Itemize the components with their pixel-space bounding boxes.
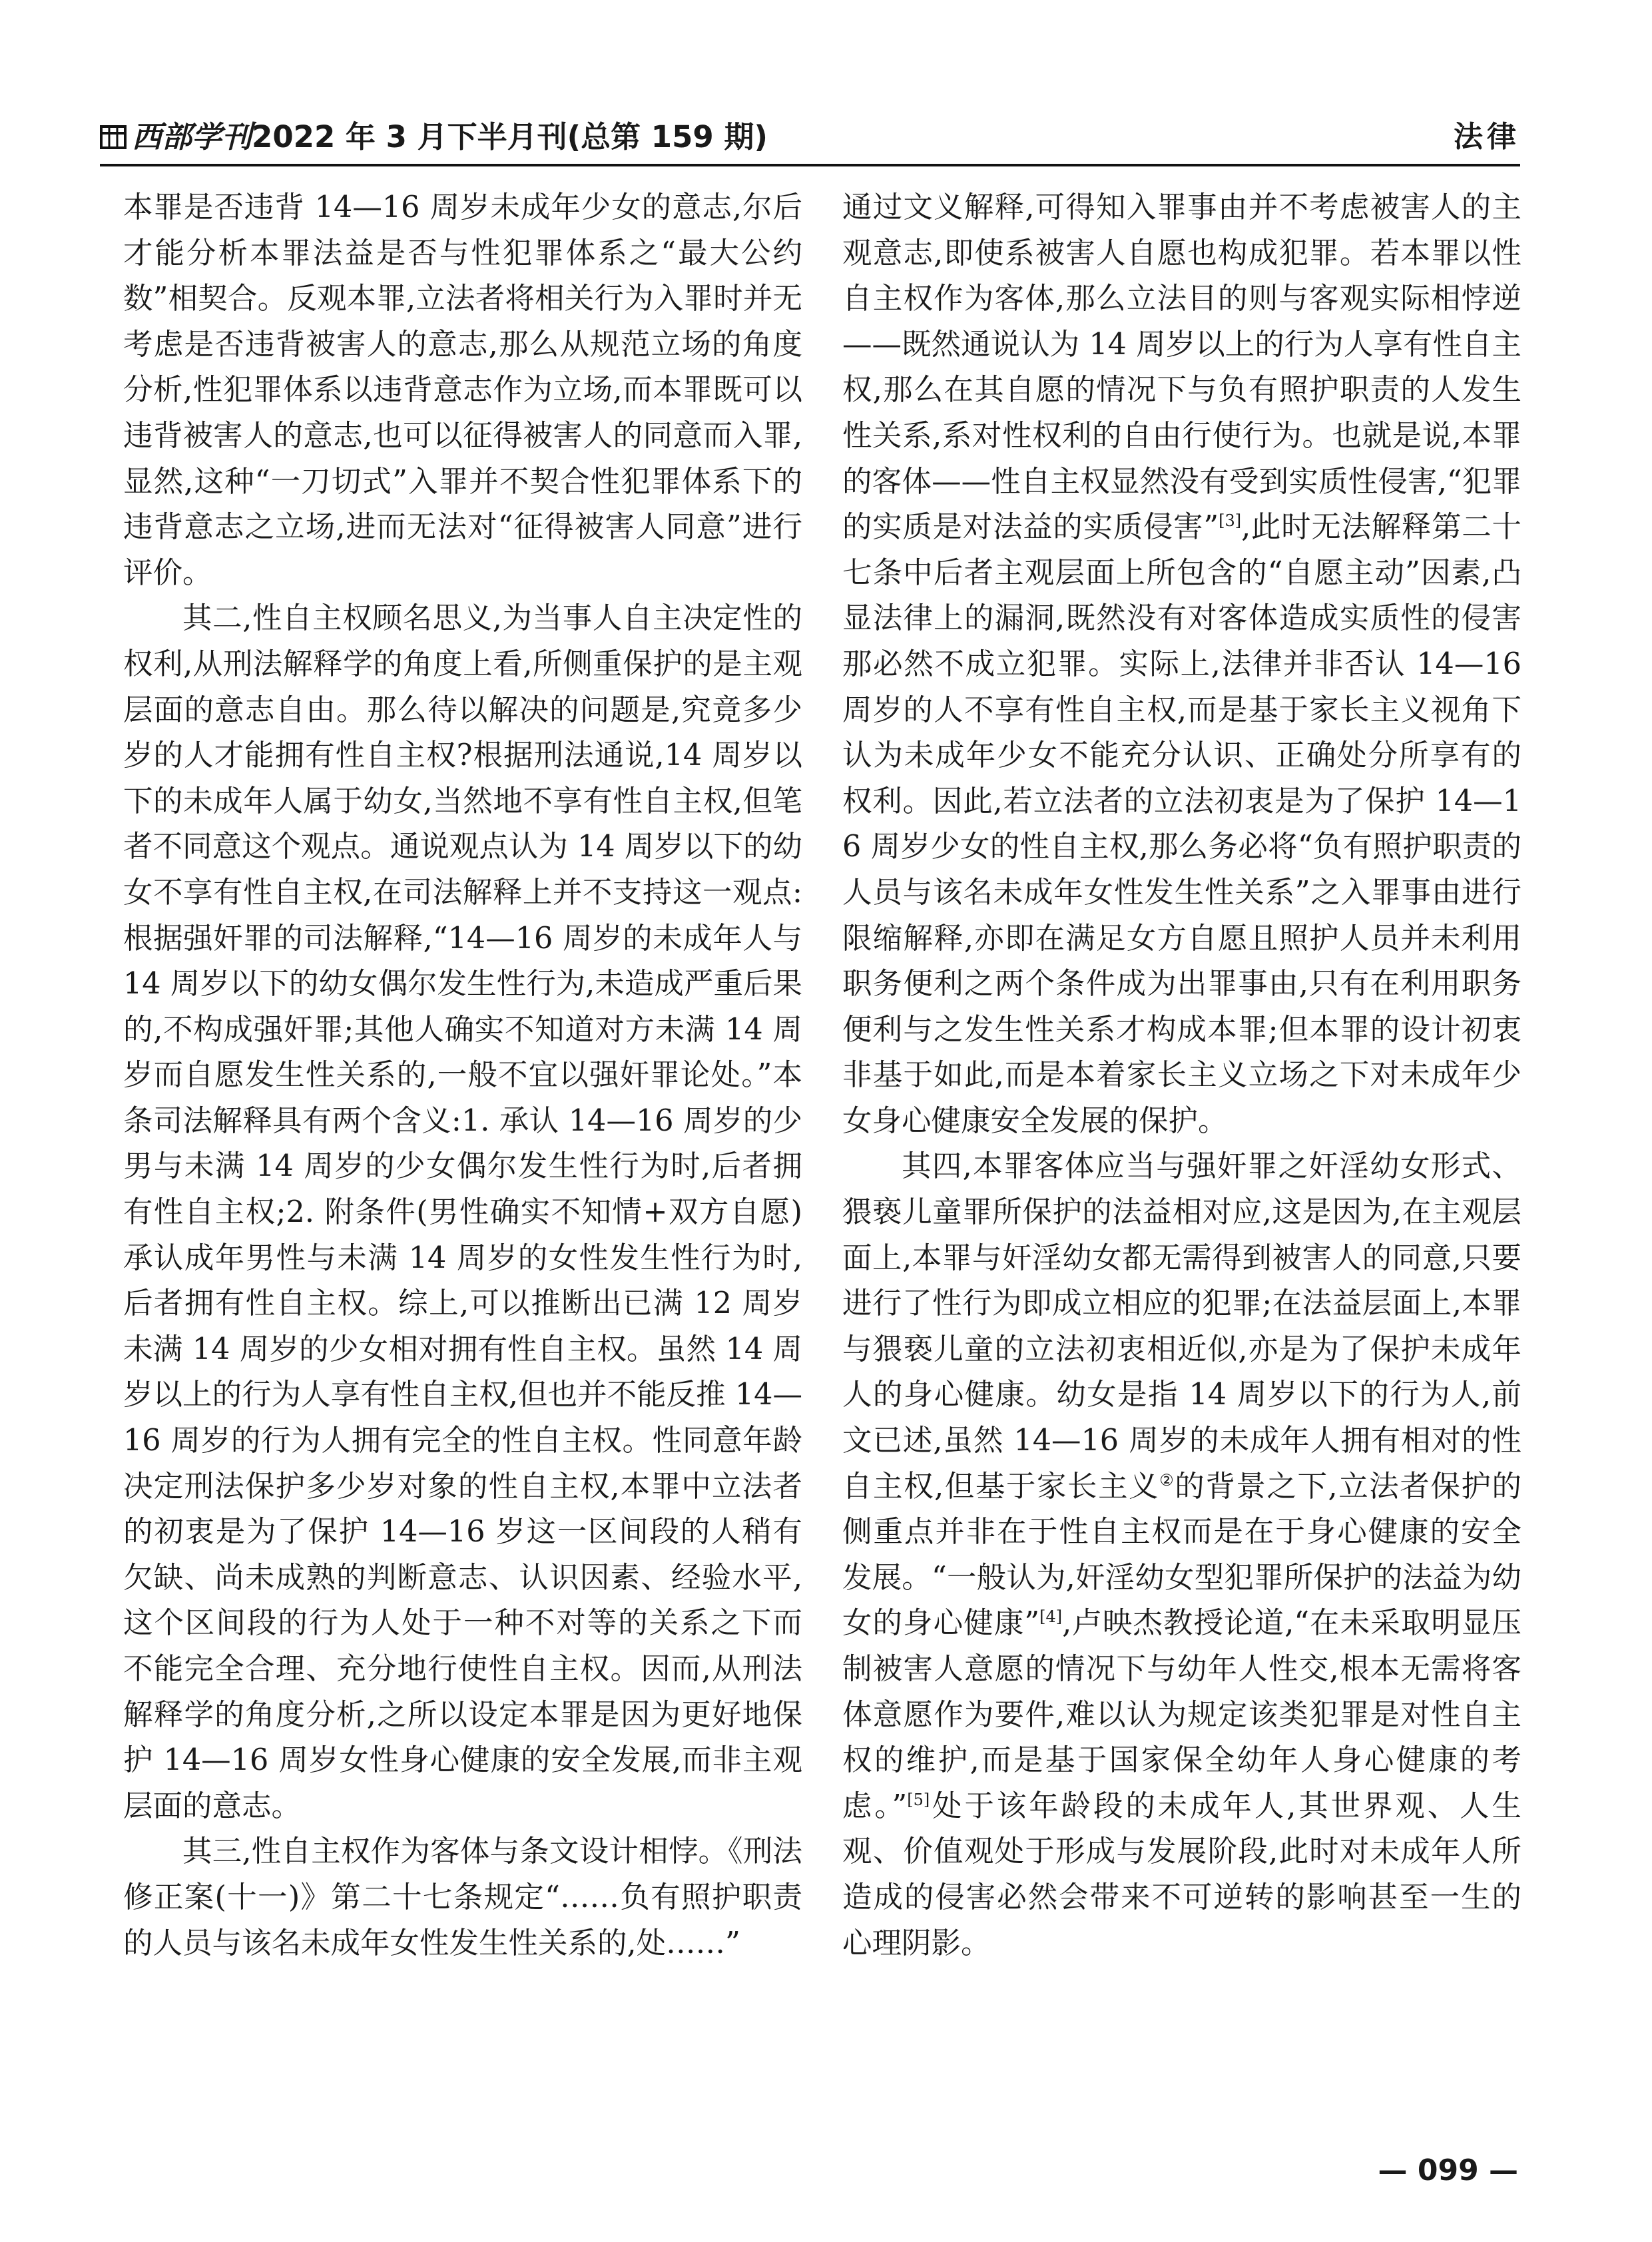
- citation-ref: [5]: [907, 1790, 930, 1809]
- citation-ref: [3]: [1219, 511, 1242, 531]
- paragraph: [842, 185, 1521, 1144]
- left-column: [123, 185, 802, 1966]
- journal-logo-icon: [100, 124, 127, 150]
- journal-title: [132, 117, 768, 157]
- section-label: 法律: [1454, 120, 1520, 154]
- footnote-mark: ②: [1159, 1470, 1175, 1490]
- paragraph: 其二,性自主权顾名思义,为当事人自主决定性的权利,从刑法解释学的角度上看,所侧重保护的是主观层面的意志自由。那么待以解决的问题是,究竟多少岁的人才能拥有性自主权?根据刑法通说,14 周岁以下的未成年人属于幼女,当然地不享有性自主权,但笔者不同意这个观点。通说观点认为 14 周岁以下的幼女不享有性自主权,在司法解释上并不支持这一观点:根据强奸罪的司法解释,“14—16 周岁的未成年人与 14 周岁以下的幼女偶尔发生性行为,未造成严重后果的,不构成强奸罪;其他人确实不知道对方未满 14 周岁而自愿发生性关系的,一般不宜以强奸罪论处。”本条司法解释具有两个含义:1. 承认 14—16 周岁的少男与未满 14 周岁的少女偶尔发生性行为时,后者拥有性自主权;2. 附条件(男性确实不知情+双方自愿)承认成年男性与未满 14 周岁的女性发生性行为时,后者拥有性自主权。综上,可以推断出已满 12 周岁未满 14 周岁的少女相对拥有性自主权。虽然 14 周岁以上的行为人享有性自主权,但也并不能反推 14—16 周岁的行为人拥有完全的性自主权。性同意年龄决定刑法保护多少岁对象的性自主权,本罪中立法者的初衷是为了保护 14—16 岁这一区间段的人稍有欠缺、尚未成熟的判断意志、认识因素、经验水平,这个区间段的行为人处于一种不对等的关系之下而不能完全合理、充分地行使性自主权。因而,从刑法解释学的角度分析,之所以设定本罪是因为更好地保护 14—16 周岁女性身心健康的安全发展,而非主观层面的意志。: [123, 601, 802, 1823]
- paragraph: 其三,性自主权作为客体与条文设计相悖。《刑法修正案(十一)》第二十七条规定“……负有照护职责的人员与该名未成年女性发生性关系的,处……”: [123, 1834, 802, 1960]
- journal-issue: 2022 年 3 月下半月刊(总第 159 期): [252, 119, 768, 154]
- journal-name: 西部学刊: [132, 119, 252, 154]
- paragraph-text: 处于该年龄段的未成年人,其世界观、人生观、价值观处于形成与发展阶段,此时对未成年人所造成的侵害必然会带来不可逆转的影响甚至一生的心理阴影。: [842, 1789, 1521, 1960]
- page-number: — 099 —: [1378, 2153, 1518, 2187]
- paragraph-text: 通过文义解释,可得知入罪事由并不考虑被害人的主观意志,即使系被害人自愿也构成犯罪。若本罪以性自主权作为客体,那么立法目的则与客观实际相悖逆——既然通说认为 14 周岁以上的行为人享有性自主权,那么在其自愿的情况下与负有照护职责的人发生性关系,系对性权利的自由行使行为。也就是说,本罪的客体——性自主权显然没有受到实质性侵害,“犯罪的实质是对法益的实质侵害”: [842, 190, 1521, 545]
- header-rule: [100, 164, 1520, 166]
- paragraph-text: ,此时无法解释第二十七条中后者主观层面上所包含的“自愿主动”因素,凸显法律上的漏洞,既然没有对客体造成实质性的侵害那必然不成立犯罪。实际上,法律并非否认 14—16 周岁的人不享有性自主权,而是基于家长主义视角下认为未成年少女不能充分认识、正确处分所享有的权利。因此,若立法者的立法初衷是为了保护 14—16 周岁少女的性自主权,那么务必将“负有照护职责的人员与该名未成年女性发生性关系”之入罪事由进行限缩解释,亦即在满足女方自愿且照护人员并未利用职务便利之两个条件成为出罪事由,只有在利用职务便利与之发生性关系才构成本罪;但本罪的设计初衷非基于如此,而是本着家长主义立场之下对未成年少女身心健康安全发展的保护。: [842, 510, 1521, 1138]
- page-header: [100, 117, 1520, 166]
- citation-ref: [4]: [1039, 1607, 1063, 1627]
- paragraph-text: 其四,本罪客体应当与强奸罪之奸淫幼女形式、猥亵儿童罪所保护的法益相对应,这是因为,在主观层面上,本罪与奸淫幼女都无需得到被害人的同意,只要进行了性行为即成立相应的犯罪;在法益层面上,本罪与猥亵儿童的立法初衷相近似,亦是为了保护未成年人的身心健康。幼女是指 14 周岁以下的行为人,前文已述,虽然 14—16 周岁的未成年人拥有相对的性自主权,但基于家长主义: [842, 1149, 1521, 1504]
- paragraph: [842, 1144, 1521, 1966]
- paragraph-text: 的背景之下,立法者保护的侧重点并非在于性自主权而是在于身心健康的安全发展。“一般认为,奸淫幼女型犯罪所保护的法益为幼女的身心健康”: [842, 1469, 1522, 1641]
- right-column: [842, 185, 1521, 1966]
- paragraph: 本罪是否违背 14—16 周岁未成年少女的意志,尔后才能分析本罪法益是否与性犯罪体系之“最大公约数”相契合。反观本罪,立法者将相关行为入罪时并无考虑是否违背被害人的意志,那么从规范立场的角度分析,性犯罪体系以违背意志作为立场,而本罪既可以违背被害人的意志,也可以征得被害人的同意而入罪,显然,这种“一刀切式”入罪并不契合性犯罪体系下的违背意志之立场,进而无法对“征得被害人同意”进行评价。: [123, 190, 802, 590]
- paragraph-text: ,卢映杰教授论道,“在未采取明显压制被害人意愿的情况下与幼年人性交,根本无需将客体意愿作为要件,难以认为规定该类犯罪是对性自主权的维护,而是基于国家保全幼年人身心健康的考虑。”: [842, 1606, 1521, 1823]
